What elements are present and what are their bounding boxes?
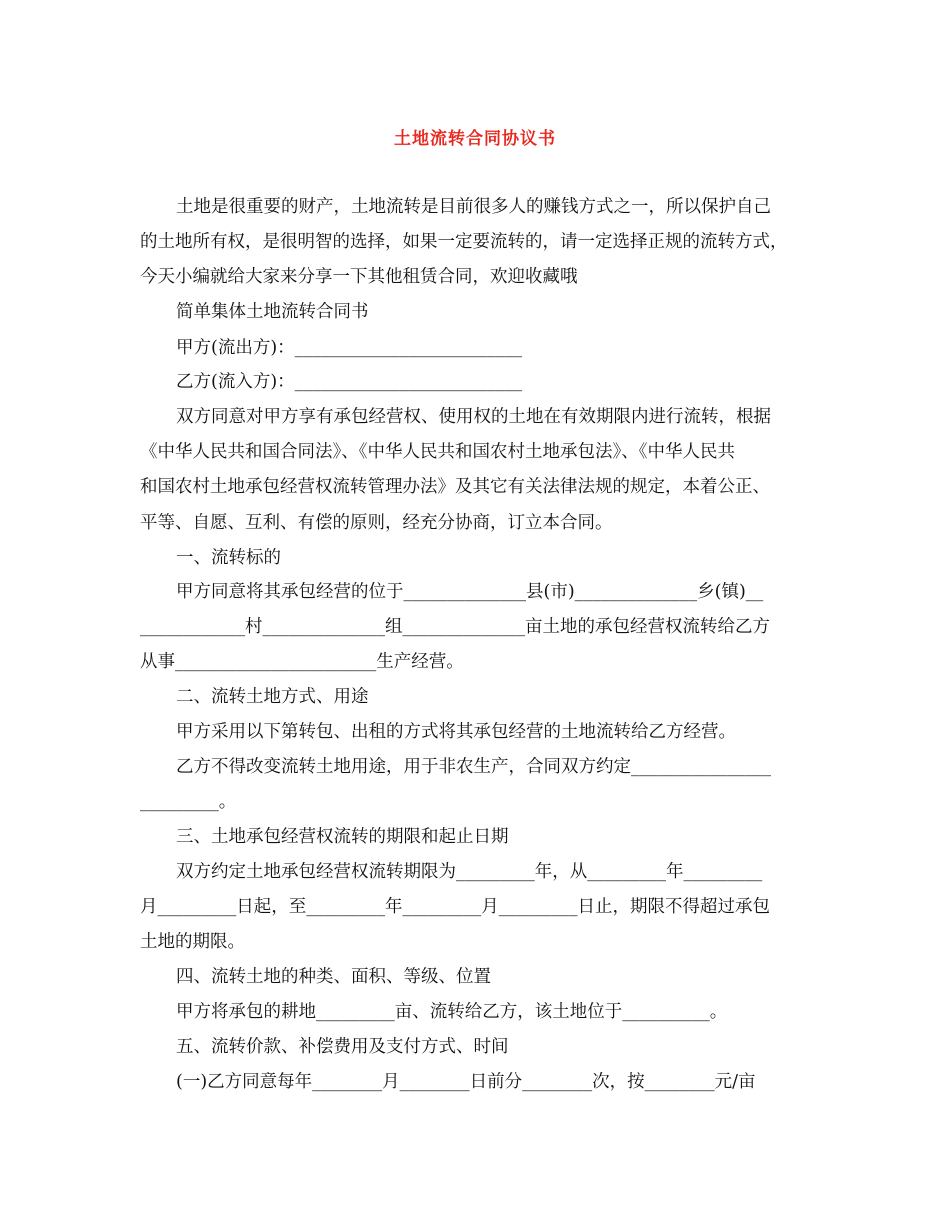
document-title: 土地流转合同协议书 bbox=[394, 129, 556, 149]
paragraph-line: 月_________日起，至_________年_________月_________日止，期限不得超过承包 bbox=[140, 897, 770, 917]
section-heading: 二、流转土地方式、用途 bbox=[176, 687, 369, 707]
party-a-line: 甲方(流出方)：__________________________ bbox=[176, 338, 523, 358]
paragraph-line: ____________村______________组______________亩土地的承包经营权流转给乙方 bbox=[140, 617, 770, 637]
paragraph-line: 的土地所有权，是很明智的选择，如果一定要流转的，请一定选择正规的流转方式， bbox=[140, 232, 788, 252]
section-heading: 一、流转标的 bbox=[176, 548, 281, 568]
paragraph-line: 双方同意对甲方享有承包经营权、使用权的土地在有效期限内进行流转，根据 bbox=[176, 407, 771, 427]
paragraph-line: 甲方采用以下第转包、出租的方式将其承包经营的土地流转给乙方经营。 bbox=[176, 722, 736, 742]
paragraph-line: 甲方将承包的耕地_________亩、流转给乙方，该土地位于__________。 bbox=[176, 1002, 728, 1022]
paragraph-line: 《中华人民共和国合同法》、《中华人民共和国农村土地承包法》、《中华人民共 bbox=[140, 442, 735, 462]
paragraph-line: 甲方同意将其承包经营的位于______________县(市)______________乡(镇)__ bbox=[176, 582, 764, 602]
section-heading: 四、流转土地的种类、面积、等级、位置 bbox=[176, 967, 491, 987]
paragraph-line: 土地是很重要的财产，土地流转是目前很多人的赚钱方式之一，所以保护自己 bbox=[176, 197, 771, 217]
paragraph-line: 今天小编就给大家来分享一下其他租赁合同，欢迎收藏哦 bbox=[140, 267, 578, 287]
paragraph-line: (一)乙方同意每年________月________日前分________次，按________元/亩 bbox=[176, 1072, 756, 1092]
section-heading: 三、土地承包经营权流转的期限和起止日期 bbox=[176, 827, 509, 847]
paragraph-line: 从事_______________________生产经营。 bbox=[140, 652, 464, 672]
paragraph-line: _________。 bbox=[140, 792, 237, 812]
section-heading: 五、流转价款、补偿费用及支付方式、时间 bbox=[176, 1037, 509, 1057]
party-b-line: 乙方(流入方)：__________________________ bbox=[176, 372, 523, 392]
paragraph-line: 和国农村土地承包经营权流转管理办法》及其它有关法律法规的规定，本着公正、 bbox=[140, 477, 770, 497]
paragraph-line: 双方约定土地承包经营权流转期限为_________年，从_________年_________ bbox=[176, 862, 763, 882]
paragraph-line: 平等、自愿、互利、有偿的原则，经充分协商，订立本合同。 bbox=[140, 513, 613, 533]
paragraph-line: 土地的期限。 bbox=[140, 932, 245, 952]
paragraph-line: 乙方不得改变流转土地用途，用于非农生产，合同双方约定________________ bbox=[176, 757, 771, 777]
section-heading: 简单集体土地流转合同书 bbox=[176, 302, 369, 322]
